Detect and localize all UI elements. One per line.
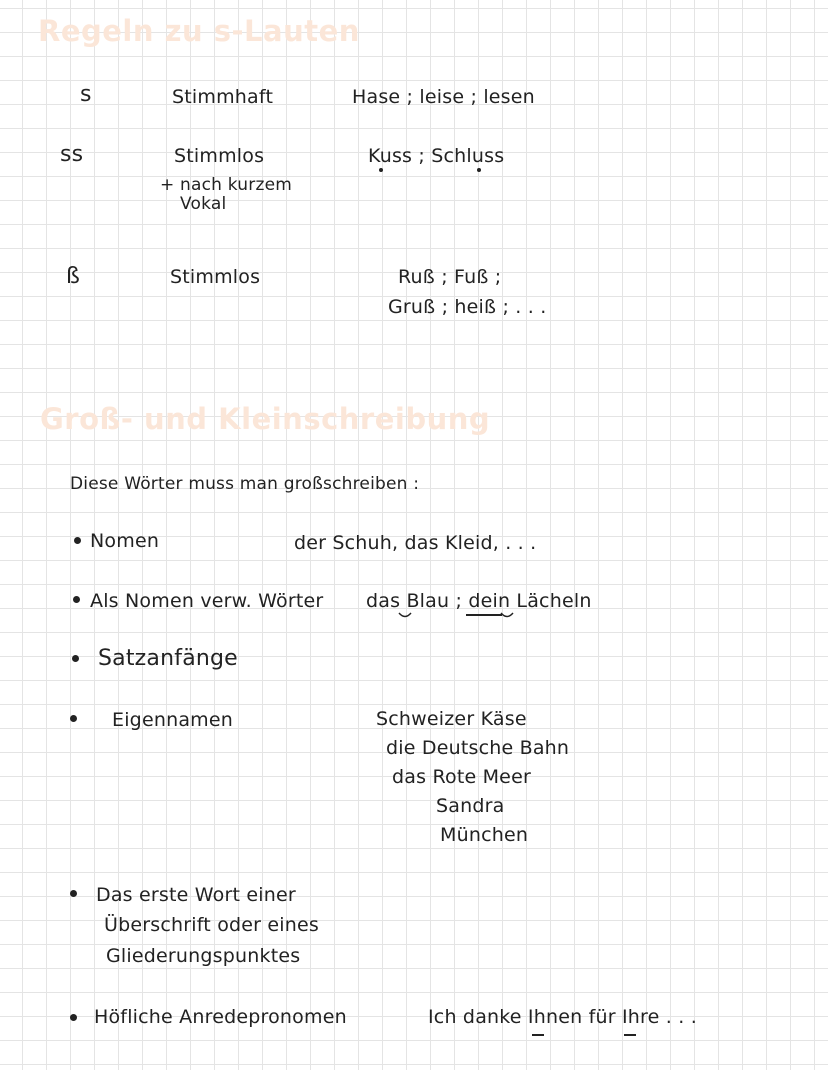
- article-arrow-dein: [500, 612, 514, 620]
- rule-stimmlos-ss: Stimmlos: [174, 145, 265, 167]
- short-vowel-dot-schluss: [477, 168, 481, 172]
- examples-nominalized: das Blau ; dein Lächeln: [366, 590, 592, 612]
- examples-eszett-line-1: Ruß ; Fuß ;: [398, 266, 502, 288]
- bullet-nomen: [74, 537, 81, 544]
- item-anredepronomen: Höfliche Anredepronomen: [94, 1006, 347, 1028]
- section-title-gross-klein: Groß- und Kleinschreibung: [40, 402, 491, 436]
- intro-text: Diese Wörter muss man großschreiben :: [70, 474, 420, 494]
- example-eigennamen-4: Sandra: [436, 795, 505, 817]
- symbol-eszett: ß: [66, 264, 81, 289]
- article-arrow-das: [398, 612, 412, 620]
- section-title-s-laute: Regeln zu s-Lauten: [38, 14, 360, 48]
- bullet-anredepronomen: [70, 1014, 77, 1021]
- bullet-eigennamen: [70, 715, 77, 722]
- underline-ihnen-i: [532, 1034, 544, 1036]
- rule-stimmlos-eszett: Stimmlos: [170, 266, 261, 288]
- examples-s: Hase ; leise ; lesen: [352, 86, 535, 108]
- rule-stimmhaft: Stimmhaft: [172, 86, 274, 108]
- item-satzanfaenge: Satzanfänge: [98, 646, 238, 671]
- bullet-satzanfaenge: [72, 655, 79, 662]
- example-eigennamen-3: das Rote Meer: [392, 766, 531, 788]
- example-eigennamen-1: Schweizer Käse: [376, 708, 527, 730]
- rule-extra-line-2: Vokal: [180, 194, 227, 214]
- item-erstes-wort-line-2: Überschrift oder eines: [104, 914, 320, 936]
- examples-eszett-line-2: Gruß ; heiß ; . . .: [388, 296, 547, 318]
- underline-ihre-i: [624, 1034, 636, 1036]
- examples-anredepronomen: Ich danke Ihnen für Ihre . . .: [428, 1006, 697, 1028]
- examples-nomen: der Schuh, das Kleid, . . .: [294, 532, 537, 554]
- item-eigennamen: Eigennamen: [112, 709, 234, 731]
- short-vowel-dot-kuss: [379, 168, 383, 172]
- rule-extra-line-1: + nach kurzem: [160, 175, 292, 195]
- item-nominalized: Als Nomen verw. Wörter: [90, 590, 324, 612]
- item-nomen: Nomen: [90, 530, 160, 552]
- example-eigennamen-2: die Deutsche Bahn: [386, 737, 570, 759]
- symbol-s: s: [80, 82, 92, 107]
- symbol-ss: ss: [60, 142, 84, 167]
- item-erstes-wort-line-1: Das erste Wort einer: [96, 884, 296, 906]
- example-eigennamen-5: München: [440, 824, 529, 846]
- item-erstes-wort-line-3: Gliederungspunktes: [106, 945, 301, 967]
- underline-dein: [466, 614, 502, 616]
- bullet-erstes-wort: [70, 890, 77, 897]
- examples-ss: Kuss ; Schluss: [368, 145, 505, 167]
- bullet-nominalized: [73, 596, 80, 603]
